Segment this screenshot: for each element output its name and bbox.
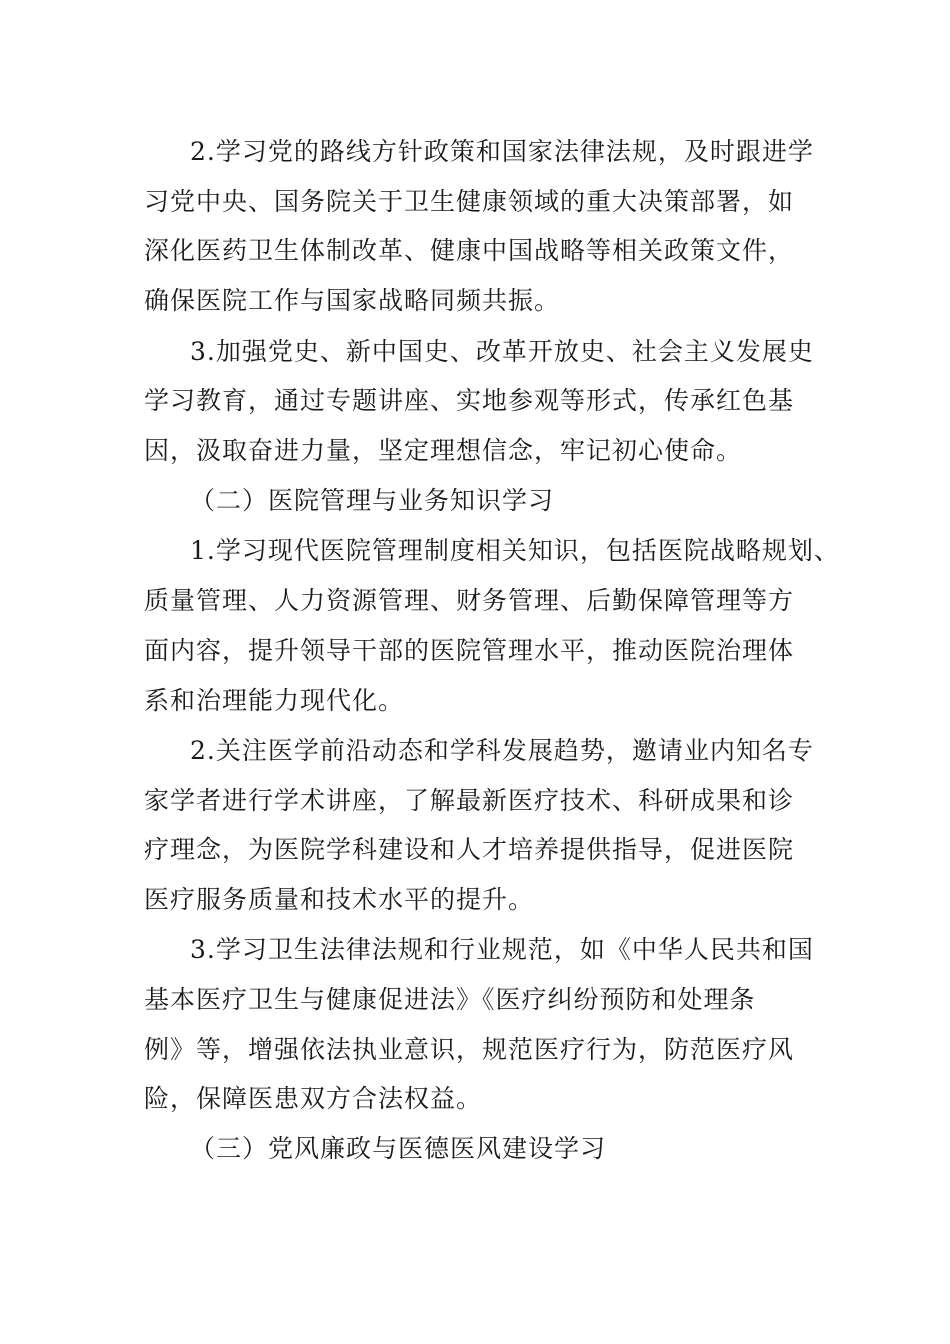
paragraph-line: 学习教育，通过专题讲座、实地参观等形式，传承红色基 (144, 386, 795, 415)
paragraph-line: 习党中央、国务院关于卫生健康领域的重大决策部署，如 (144, 187, 795, 216)
paragraph-line: 疗理念，为医院学科建设和人才培养提供指导，促进医院 (144, 835, 795, 864)
paragraph-line: 家学者进行学术讲座，了解最新医疗技术、科研成果和诊 (144, 786, 795, 815)
paragraph-line: 深化医药卫生体制改革、健康中国战略等相关政策文件， (144, 236, 795, 265)
paragraph-line: 因，汲取奋进力量，坚定理想信念，牢记初心使命。 (144, 436, 743, 465)
paragraph-line: 1.学习现代医院管理制度相关知识，包括医院战略规划、 (190, 536, 840, 565)
section-heading: （二）医院管理与业务知识学习 (190, 486, 555, 515)
paragraph-line: 3.学习卫生法律法规和行业规范，如《中华人民共和国 (190, 935, 814, 964)
paragraph-line: 面内容，提升领导干部的医院管理水平，推动医院治理体 (144, 636, 795, 665)
paragraph-line: 质量管理、人力资源管理、财务管理、后勤保障管理等方 (144, 586, 795, 615)
paragraph-line: 基本医疗卫生与健康促进法》《医疗纠纷预防和处理条 (144, 985, 756, 1014)
paragraph-line: 医疗服务质量和技术水平的提升。 (144, 885, 535, 914)
paragraph-line: 险，保障医患双方合法权益。 (144, 1084, 483, 1113)
paragraph-line: 系和治理能力现代化。 (144, 686, 405, 715)
paragraph-line: 2.学习党的路线方针政策和国家法律法规，及时跟进学 (190, 137, 814, 166)
paragraph-line: 确保医院工作与国家战略同频共振。 (144, 286, 561, 315)
paragraph-line: 2.关注医学前沿动态和学科发展趋势，邀请业内知名专 (190, 736, 814, 765)
section-heading: （三）党风廉政与医德医风建设学习 (190, 1134, 607, 1163)
paragraph-line: 例》等，增强依法执业意识，规范医疗行为，防范医疗风 (144, 1035, 795, 1064)
paragraph-line: 3.加强党史、新中国史、改革开放史、社会主义发展史 (190, 337, 814, 366)
